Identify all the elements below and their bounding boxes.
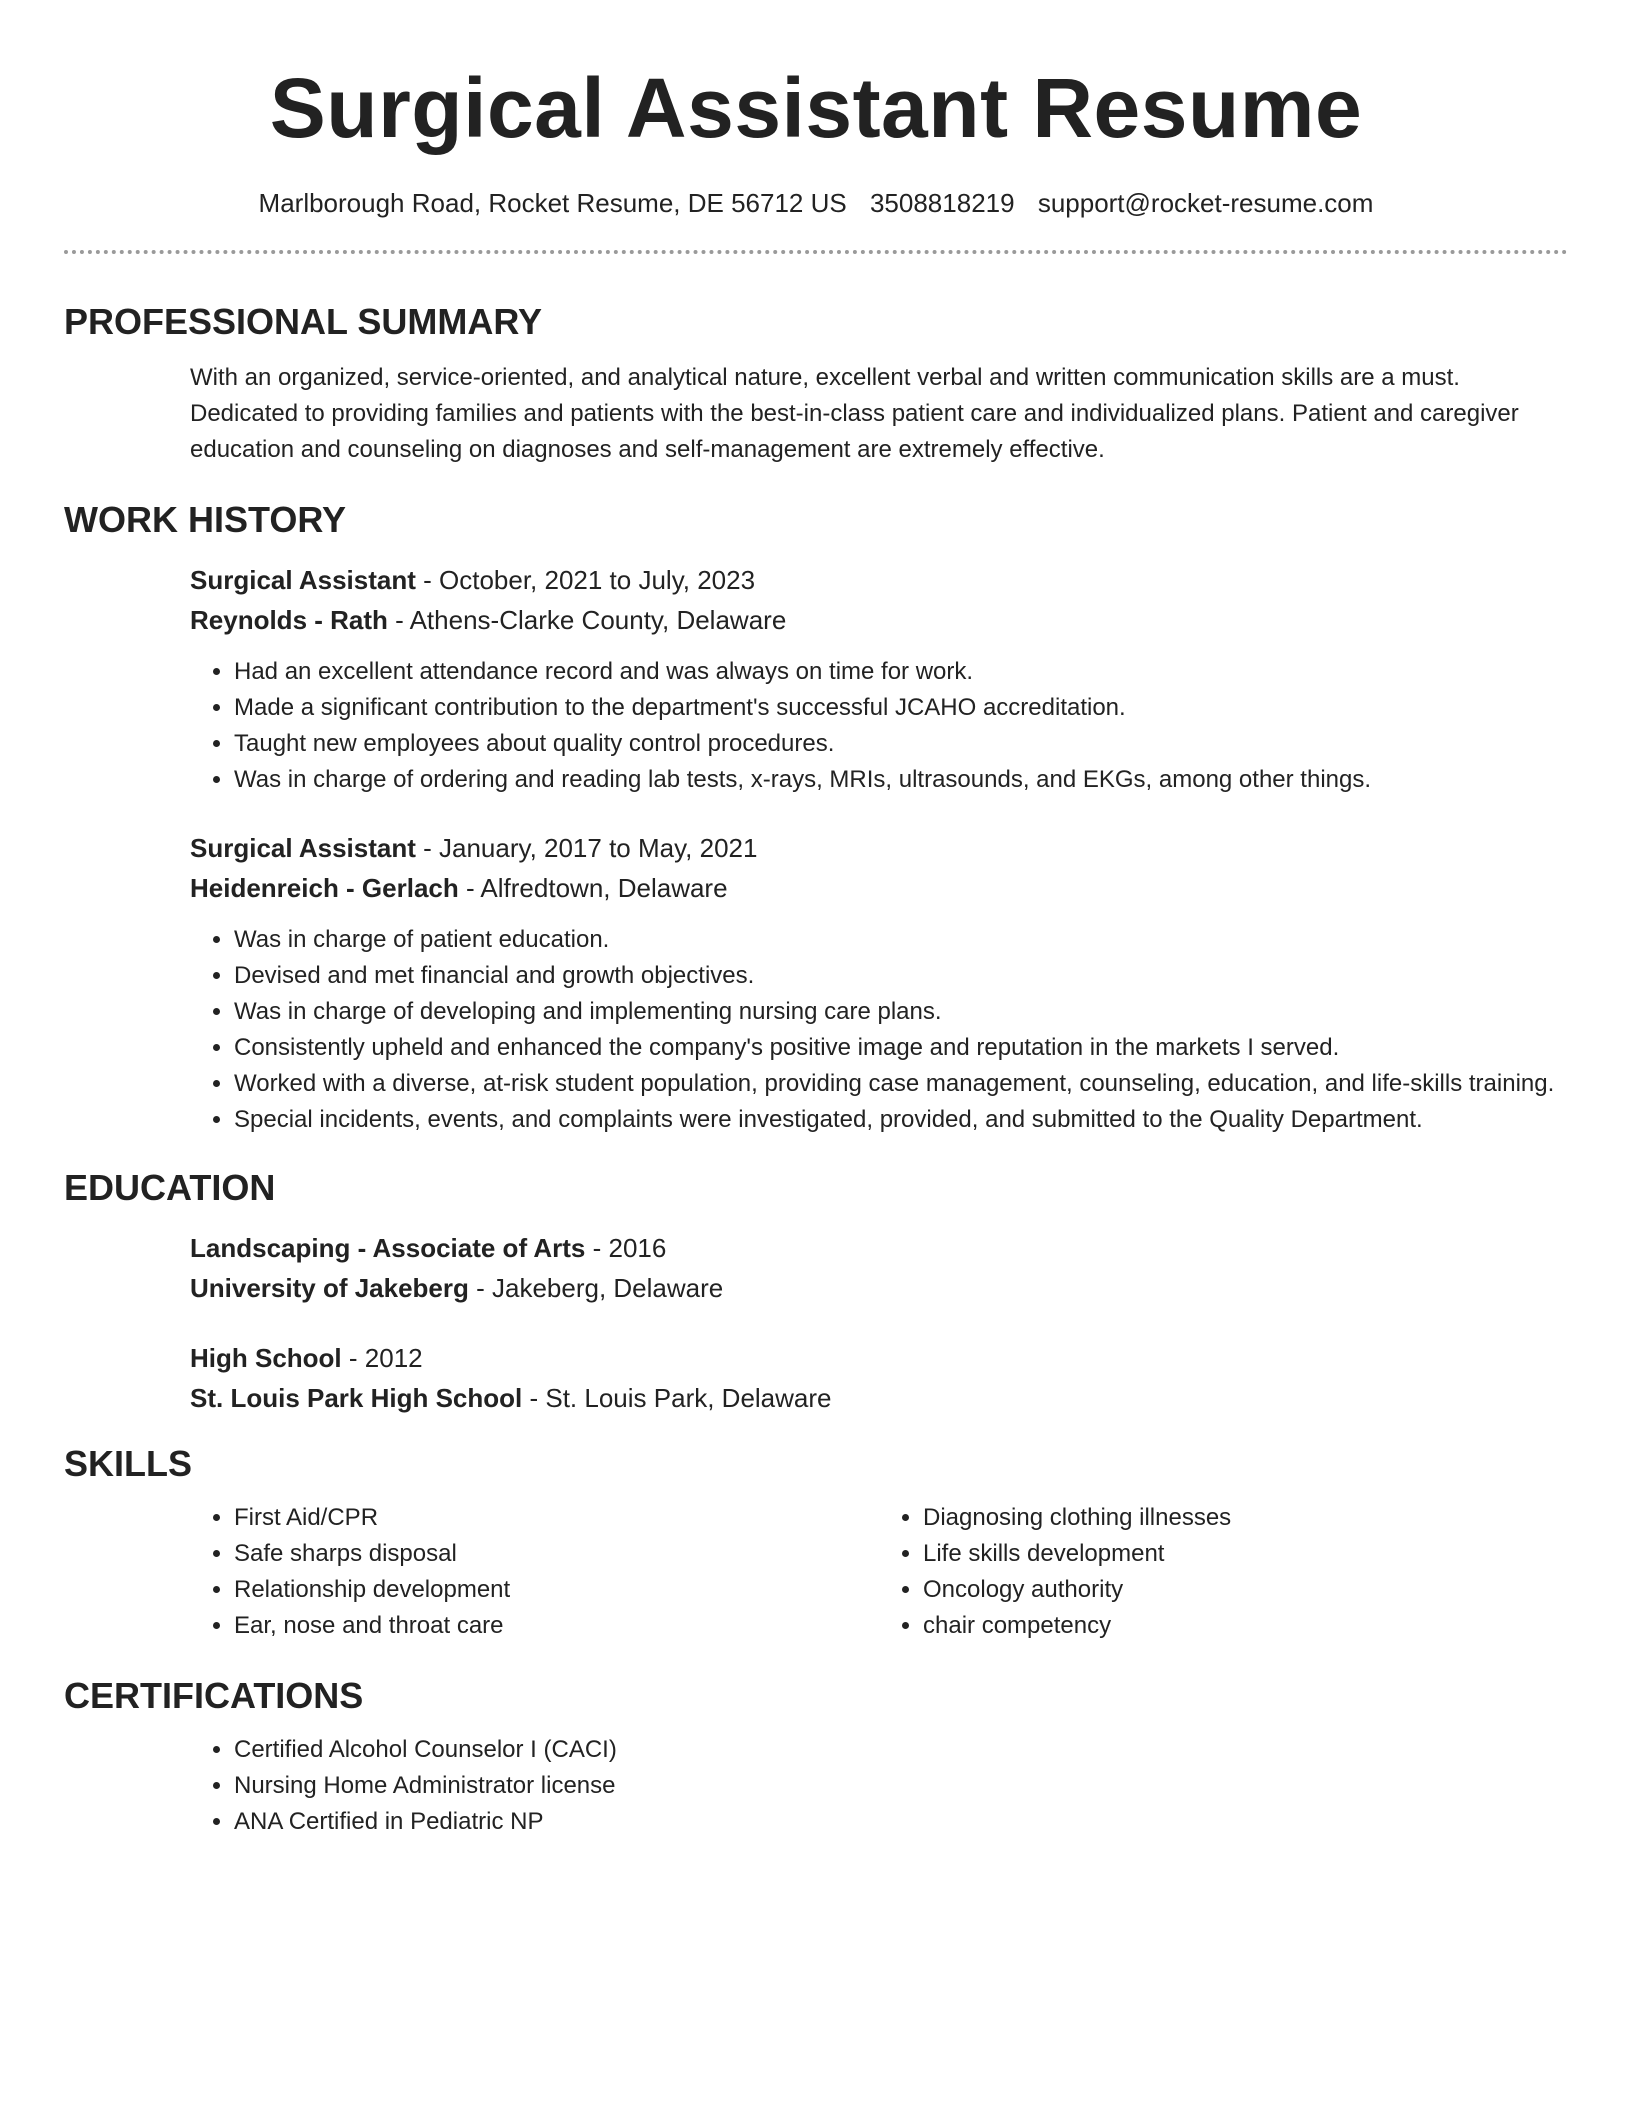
- list-item: • Ear, nose and throat care: [234, 1608, 879, 1644]
- job-entry: [190, 560, 1568, 798]
- job-company: Reynolds - Rath: [190, 605, 388, 635]
- job-bullets: [190, 922, 1568, 1138]
- list-item: • Taught new employees about quality control procedures.: [234, 726, 1568, 762]
- summary-text: With an organized, service-oriented, and analytical nature, excellent verbal and written communication skills are a must. Dedicated to providing families and patients with the best-in-class patient care and individualized plans. Patient and caregiver education and counseling on diagnoses and self-management are extremely effective.: [190, 364, 1519, 463]
- list-item: • Special incidents, events, and complaints were investigated, provided, and submitted to the Quality Department.: [234, 1102, 1568, 1138]
- education-school: University of Jakeberg: [190, 1273, 469, 1303]
- work-section: [64, 498, 1568, 1138]
- education-degree-line: [190, 1228, 1568, 1268]
- list-item: • Relationship development: [234, 1572, 879, 1608]
- certifications-block: [190, 1732, 1568, 1840]
- job-title-line: [190, 560, 1568, 600]
- education-location: - St. Louis Park, Delaware: [522, 1383, 832, 1413]
- education-location: - Jakeberg, Delaware: [468, 1273, 724, 1303]
- education-school: St. Louis Park High School: [190, 1383, 523, 1413]
- certifications-section: [64, 1674, 1568, 1840]
- list-item: • Diagnosing clothing illnesses: [923, 1500, 1568, 1536]
- education-school-line: [190, 1378, 1568, 1418]
- skills-list-right: [879, 1500, 1568, 1644]
- education-section: [64, 1166, 1568, 1418]
- job-company: Heidenreich - Gerlach: [190, 873, 459, 903]
- job-company-line: [190, 868, 1568, 908]
- job-dates: - January, 2017 to May, 2021: [415, 833, 758, 863]
- education-year: - 2012: [341, 1343, 423, 1373]
- summary-section: [64, 300, 1568, 468]
- job-location: - Alfredtown, Delaware: [458, 873, 728, 903]
- job-title-line: [190, 828, 1568, 868]
- education-degree: High School: [190, 1343, 342, 1373]
- list-item: • Made a significant contribution to the department's successful JCAHO accreditation.: [234, 690, 1568, 726]
- list-item: • Devised and met financial and growth objectives.: [234, 958, 1568, 994]
- skills-columns: [190, 1500, 1568, 1644]
- list-item: • Was in charge of patient education.: [234, 922, 1568, 958]
- header-divider: [64, 250, 1568, 254]
- job-location: - Athens-Clarke County, Delaware: [387, 605, 787, 635]
- job-entry: [190, 828, 1568, 1138]
- contact-line: [64, 186, 1568, 220]
- skills-section: [64, 1442, 1568, 1644]
- list-item: • Life skills development: [923, 1536, 1568, 1572]
- education-school-line: [190, 1268, 1568, 1308]
- contact-phone: 3508818219: [869, 188, 1015, 218]
- job-title: Surgical Assistant: [190, 565, 416, 595]
- list-item: • Was in charge of ordering and reading lab tests, x-rays, MRIs, ultrasounds, and EKGs, among other things.: [234, 762, 1568, 798]
- education-heading: EDUCATION: [64, 1167, 276, 1208]
- job-dates: - October, 2021 to July, 2023: [415, 565, 756, 595]
- list-item: • ANA Certified in Pediatric NP: [234, 1804, 1568, 1840]
- skills-heading: SKILLS: [64, 1443, 193, 1484]
- education-entry: [190, 1338, 1568, 1418]
- list-item: • Was in charge of developing and implementing nursing care plans.: [234, 994, 1568, 1030]
- page-title: Surgical Assistant Resume: [269, 61, 1363, 155]
- contact-address: Marlborough Road, Rocket Resume, DE 56712 US: [258, 188, 847, 218]
- list-item: • chair competency: [923, 1608, 1568, 1644]
- certifications-list: [190, 1732, 1568, 1840]
- summary-heading: PROFESSIONAL SUMMARY: [64, 301, 543, 342]
- certifications-heading: CERTIFICATIONS: [64, 1675, 364, 1716]
- list-item: • First Aid/CPR: [234, 1500, 879, 1536]
- contact-email: support@rocket-resume.com: [1037, 188, 1374, 218]
- list-item: • Safe sharps disposal: [234, 1536, 879, 1572]
- list-item: • Certified Alcohol Counselor I (CACI): [234, 1732, 1568, 1768]
- education-degree: Landscaping - Associate of Arts: [190, 1233, 586, 1263]
- job-company-line: [190, 600, 1568, 640]
- list-item: • Had an excellent attendance record and was always on time for work.: [234, 654, 1568, 690]
- job-bullets: [190, 654, 1568, 798]
- list-item: • Oncology authority: [923, 1572, 1568, 1608]
- education-degree-line: [190, 1338, 1568, 1378]
- job-title: Surgical Assistant: [190, 833, 416, 863]
- list-item: • Nursing Home Administrator license: [234, 1768, 1568, 1804]
- education-year: - 2016: [585, 1233, 667, 1263]
- list-item: • Consistently upheld and enhanced the company's positive image and reputation in the markets I served.: [234, 1030, 1568, 1066]
- skills-list-left: [190, 1500, 879, 1644]
- education-entry: [190, 1228, 1568, 1308]
- list-item: • Worked with a diverse, at-risk student population, providing case management, counseling, education, and life-skills training.: [234, 1066, 1568, 1102]
- work-heading: WORK HISTORY: [64, 499, 347, 540]
